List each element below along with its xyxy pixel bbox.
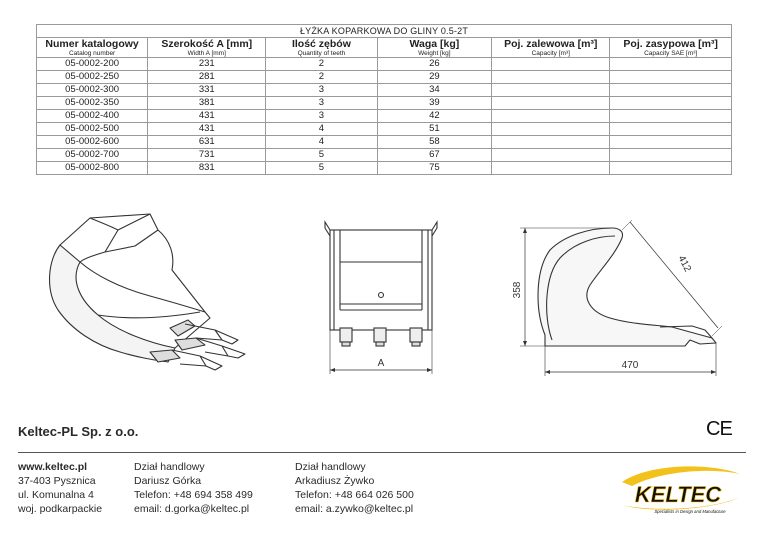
table-row <box>37 110 732 123</box>
footer-contact-1 <box>134 460 253 516</box>
table-cell: 731 <box>148 149 266 162</box>
bucket-isometric-view <box>50 214 245 370</box>
table-cell: 58 <box>377 136 492 149</box>
table-cell: 831 <box>148 162 266 175</box>
table-cell: 3 <box>266 110 377 123</box>
address-line: woj. podkarpackie <box>18 503 103 515</box>
table-cell: 231 <box>148 58 266 71</box>
column-header-label: Waga [kg] <box>409 38 460 50</box>
table-cell <box>492 123 610 136</box>
table-row <box>37 97 732 110</box>
table-cell: 05-0002-200 <box>37 58 148 71</box>
table-title: ŁYŻKA KOPARKOWA DO GLINY 0.5-2T <box>37 25 732 38</box>
footer-divider <box>18 452 746 453</box>
table-row <box>37 58 732 71</box>
contact-email[interactable]: email: a.zywko@keltec.pl <box>295 503 414 515</box>
table-row <box>37 149 732 162</box>
table-cell: 51 <box>377 123 492 136</box>
table-cell <box>610 136 732 149</box>
column-header-sublabel: Width A [mm] <box>187 50 226 57</box>
side-length-label: 470 <box>621 360 639 371</box>
table-cell <box>610 84 732 97</box>
footer-address <box>18 460 102 516</box>
table-cell: 2 <box>266 71 377 84</box>
contact-phone: Telefon: +48 694 358 499 <box>134 489 253 501</box>
footer-contact-2 <box>295 460 414 516</box>
column-header <box>610 38 732 58</box>
column-header-label: Numer katalogowy <box>45 38 139 50</box>
table-cell: 26 <box>377 58 492 71</box>
table-cell <box>492 110 610 123</box>
table-row <box>37 71 732 84</box>
table-cell <box>492 97 610 110</box>
logo-text: KELTEC <box>634 482 722 507</box>
contact-name: Arkadiusz Żywko <box>295 475 375 487</box>
table-cell: 631 <box>148 136 266 149</box>
table-cell <box>492 149 610 162</box>
table-cell: 05-0002-350 <box>37 97 148 110</box>
address-line: ul. Komunalna 4 <box>18 489 94 501</box>
contact-name: Dariusz Górka <box>134 475 202 487</box>
table-cell <box>492 162 610 175</box>
bucket-side-view <box>520 220 722 376</box>
table-cell <box>492 136 610 149</box>
contact-department: Dział handlowy <box>134 461 205 473</box>
table-cell <box>492 58 610 71</box>
table-cell: 381 <box>148 97 266 110</box>
contact-phone: Telefon: +48 664 026 500 <box>295 489 414 501</box>
table-cell: 05-0002-250 <box>37 71 148 84</box>
front-width-label: A <box>377 358 385 369</box>
table-cell <box>610 58 732 71</box>
table-row <box>37 123 732 136</box>
column-header <box>377 38 492 58</box>
table-row <box>37 136 732 149</box>
table-cell <box>610 162 732 175</box>
column-header-label: Szerokość A [mm] <box>161 38 253 50</box>
column-header <box>37 38 148 58</box>
column-header <box>492 38 610 58</box>
table-cell <box>610 149 732 162</box>
side-diagonal-label: 412 <box>675 253 693 274</box>
table-cell: 05-0002-800 <box>37 162 148 175</box>
table-cell: 281 <box>148 71 266 84</box>
column-header-sublabel: Quantity of teeth <box>297 50 346 57</box>
column-header-sublabel: Catalog number <box>68 50 116 57</box>
table-cell: 5 <box>266 149 377 162</box>
table-cell <box>610 110 732 123</box>
company-name: Keltec-PL Sp. z o.o. <box>18 424 139 439</box>
table-cell: 34 <box>377 84 492 97</box>
table-cell: 431 <box>148 110 266 123</box>
contact-department: Dział handlowy <box>295 461 366 473</box>
table-cell: 39 <box>377 97 492 110</box>
ce-mark: CE <box>706 418 732 440</box>
table-row <box>37 162 732 175</box>
table-cell: 05-0002-500 <box>37 123 148 136</box>
column-header-sublabel: Weight [kg] <box>418 50 451 57</box>
column-header-sublabel: Capacity SAE [m³] <box>644 50 698 57</box>
table-cell <box>610 71 732 84</box>
column-header-label: Poj. zalewowa [m³] <box>504 38 598 50</box>
keltec-logo <box>608 460 748 520</box>
table-cell: 05-0002-700 <box>37 149 148 162</box>
website-link[interactable]: www.keltec.pl <box>18 461 88 473</box>
table-header-row <box>37 38 732 58</box>
table-cell: 05-0002-300 <box>37 84 148 97</box>
column-header <box>148 38 266 58</box>
table-cell <box>610 97 732 110</box>
bucket-drawings <box>0 200 768 380</box>
table-cell: 29 <box>377 71 492 84</box>
table-cell: 331 <box>148 84 266 97</box>
table-body <box>37 58 732 175</box>
table-cell: 05-0002-400 <box>37 110 148 123</box>
table-cell <box>492 71 610 84</box>
table-cell: 2 <box>266 58 377 71</box>
address-line: 37-403 Pysznica <box>18 475 96 487</box>
table-cell: 5 <box>266 162 377 175</box>
table-cell <box>492 84 610 97</box>
table-cell: 42 <box>377 110 492 123</box>
contact-email[interactable]: email: d.gorka@keltec.pl <box>134 503 250 515</box>
column-header-sublabel: Capacity [m³] <box>531 50 570 57</box>
table-cell: 67 <box>377 149 492 162</box>
table-cell: 3 <box>266 97 377 110</box>
table-cell: 3 <box>266 84 377 97</box>
table-row <box>37 84 732 97</box>
table-cell: 05-0002-600 <box>37 136 148 149</box>
table-cell <box>610 123 732 136</box>
column-header <box>266 38 377 58</box>
table-cell: 4 <box>266 136 377 149</box>
table-cell: 75 <box>377 162 492 175</box>
side-height-label: 358 <box>512 281 523 299</box>
bucket-front-view <box>325 222 437 374</box>
column-header-label: Ilość zębów <box>291 38 351 50</box>
table-cell: 4 <box>266 123 377 136</box>
table-cell: 431 <box>148 123 266 136</box>
column-header-label: Poj. zasypowa [m³] <box>623 38 718 50</box>
logo-tagline: Specialists in Design and Manufacture <box>654 509 726 514</box>
spec-table <box>36 24 732 175</box>
